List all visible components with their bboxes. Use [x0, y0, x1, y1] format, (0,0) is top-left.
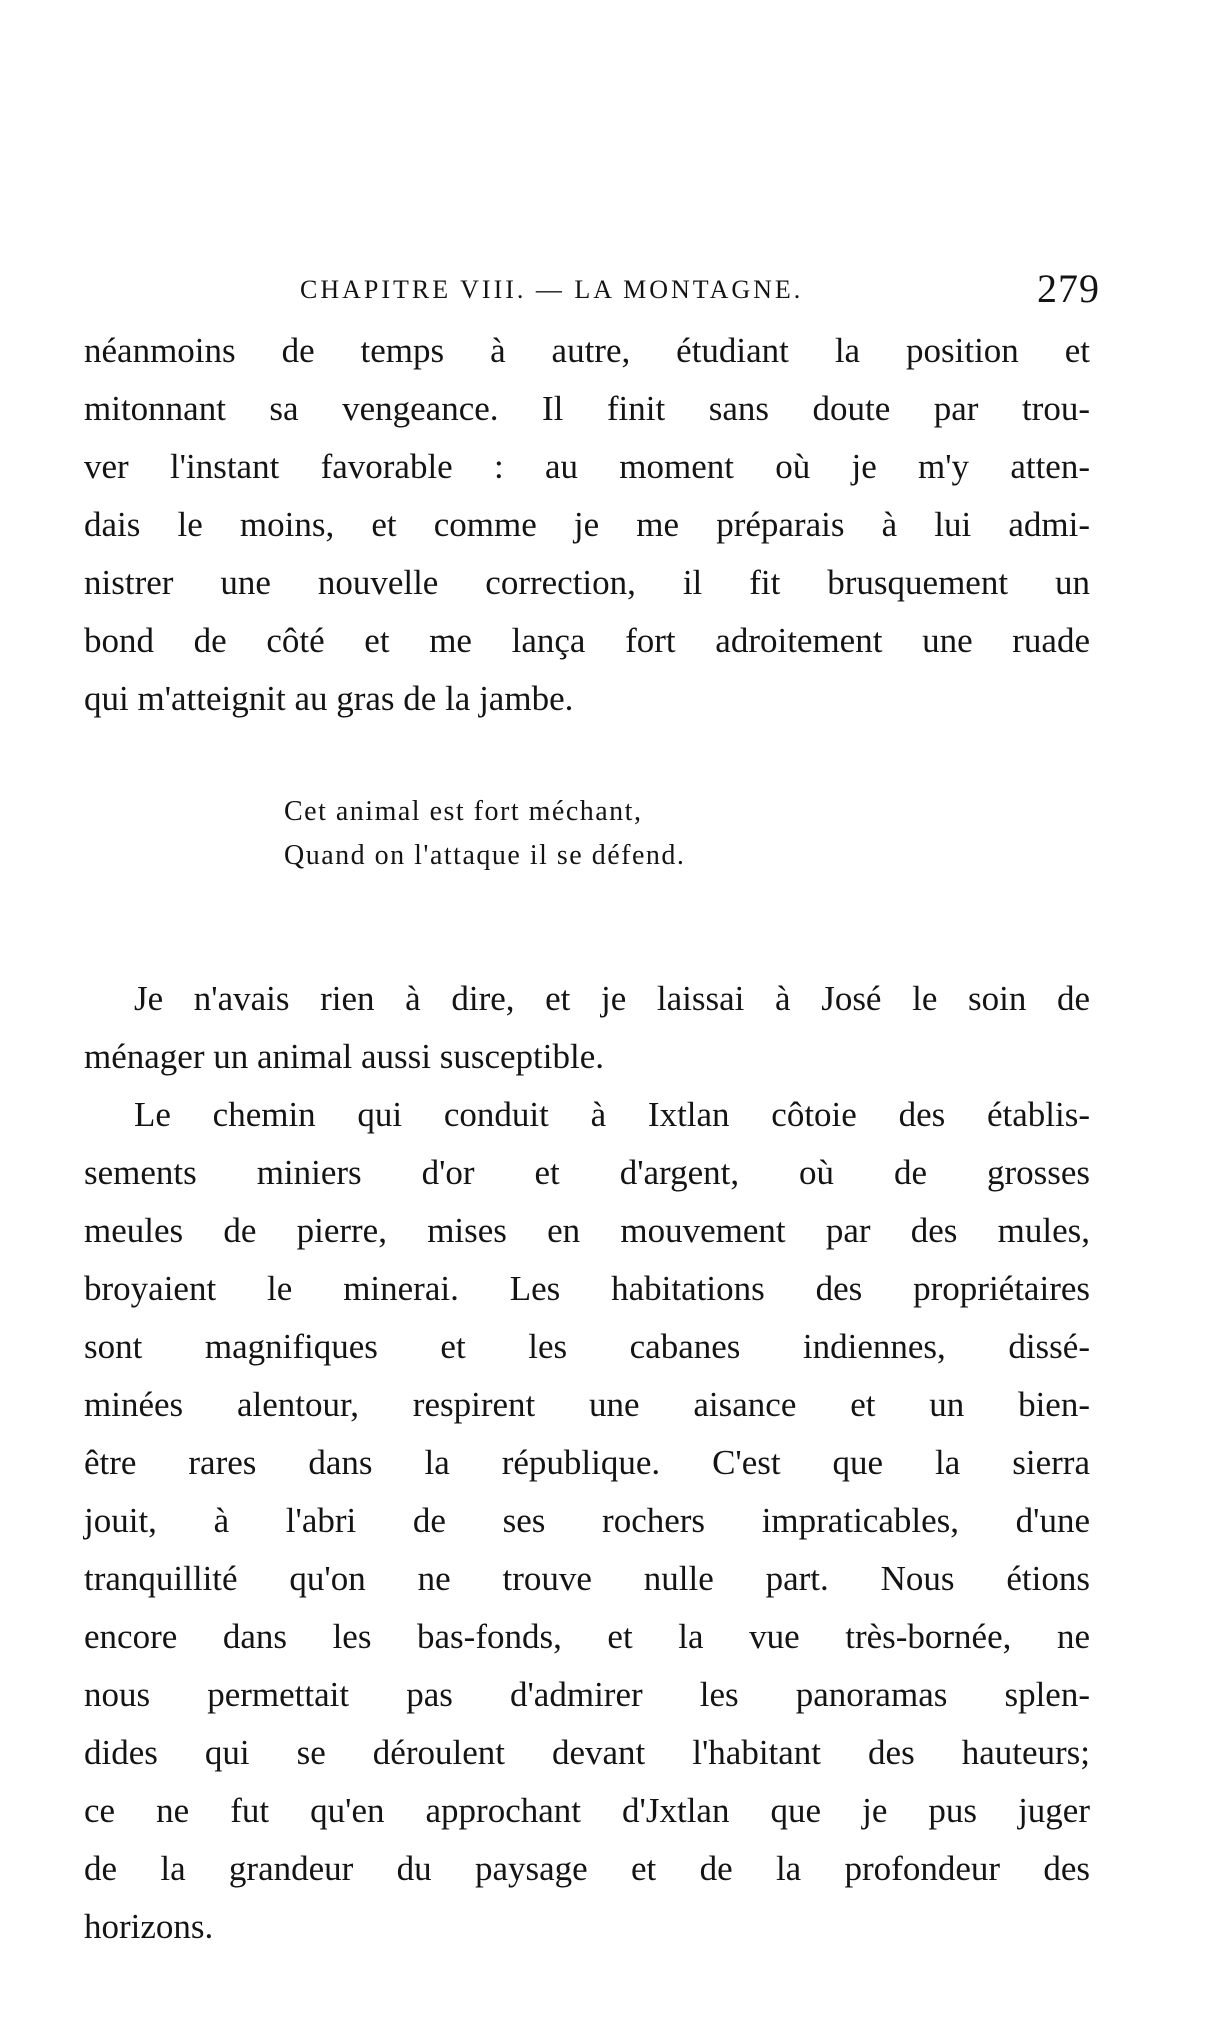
running-title: CHAPITRE VIII. — LA MONTAGNE. — [300, 275, 804, 304]
text-line: nistrer une nouvelle correction, il fit brusquement un — [84, 563, 1090, 602]
text-line: horizons. — [84, 1907, 214, 1946]
text-line: Je n'avais rien à dire, et je laissai à José le soin de — [134, 979, 1090, 1018]
verse-quote — [284, 790, 904, 878]
text-line: bond de côté et me lança fort adroitement une ruade — [84, 621, 1090, 660]
text-line: tranquillité qu'on ne trouve nulle part. Nous étions — [84, 1559, 1090, 1598]
text-line: dides qui se déroulent devant l'habitant des hauteurs; — [84, 1733, 1090, 1772]
text-line: nous permettait pas d'admirer les panoramas splen- — [84, 1675, 1090, 1714]
text-line: être rares dans la république. C'est que la sierra — [84, 1443, 1090, 1482]
page-number: 279 — [1037, 266, 1100, 311]
text-line: mitonnant sa vengeance. Il finit sans doute par trou- — [84, 389, 1090, 428]
verse-line: Cet animal est fort méchant, — [284, 796, 643, 827]
text-line: dais le moins, et comme je me préparais à lui admi- — [84, 505, 1090, 544]
text-line: ver l'instant favorable : au moment où je m'y atten- — [84, 447, 1090, 486]
paragraph-2-and-3 — [84, 970, 1090, 1956]
text-line: sont magnifiques et les cabanes indiennes, dissé- — [84, 1327, 1090, 1366]
text-line: jouit, à l'abri de ses rochers impraticables, d'une — [84, 1501, 1090, 1540]
text-line: ce ne fut qu'en approchant d'Jxtlan que je pus juger — [84, 1791, 1090, 1830]
text-line: meules de pierre, mises en mouvement par des mules, — [84, 1211, 1090, 1250]
running-head — [300, 265, 1100, 315]
text-line: néanmoins de temps à autre, étudiant la position et — [84, 331, 1090, 370]
paragraph-1 — [84, 322, 1090, 728]
text-line: sements miniers d'or et d'argent, où de grosses — [84, 1153, 1090, 1192]
text-line: Le chemin qui conduit à Ixtlan côtoie des établis- — [134, 1095, 1090, 1134]
text-line: broyaient le minerai. Les habitations des propriétaires — [84, 1269, 1090, 1308]
text-line: minées alentour, respirent une aisance et un bien- — [84, 1385, 1090, 1424]
verse-line: Quand on l'attaque il se défend. — [284, 840, 686, 871]
text-line: ménager un animal aussi susceptible. — [84, 1037, 604, 1076]
text-line: de la grandeur du paysage et de la profondeur des — [84, 1849, 1090, 1888]
text-line: qui m'atteignit au gras de la jambe. — [84, 679, 574, 718]
text-line: encore dans les bas-fonds, et la vue très-bornée, ne — [84, 1617, 1090, 1656]
